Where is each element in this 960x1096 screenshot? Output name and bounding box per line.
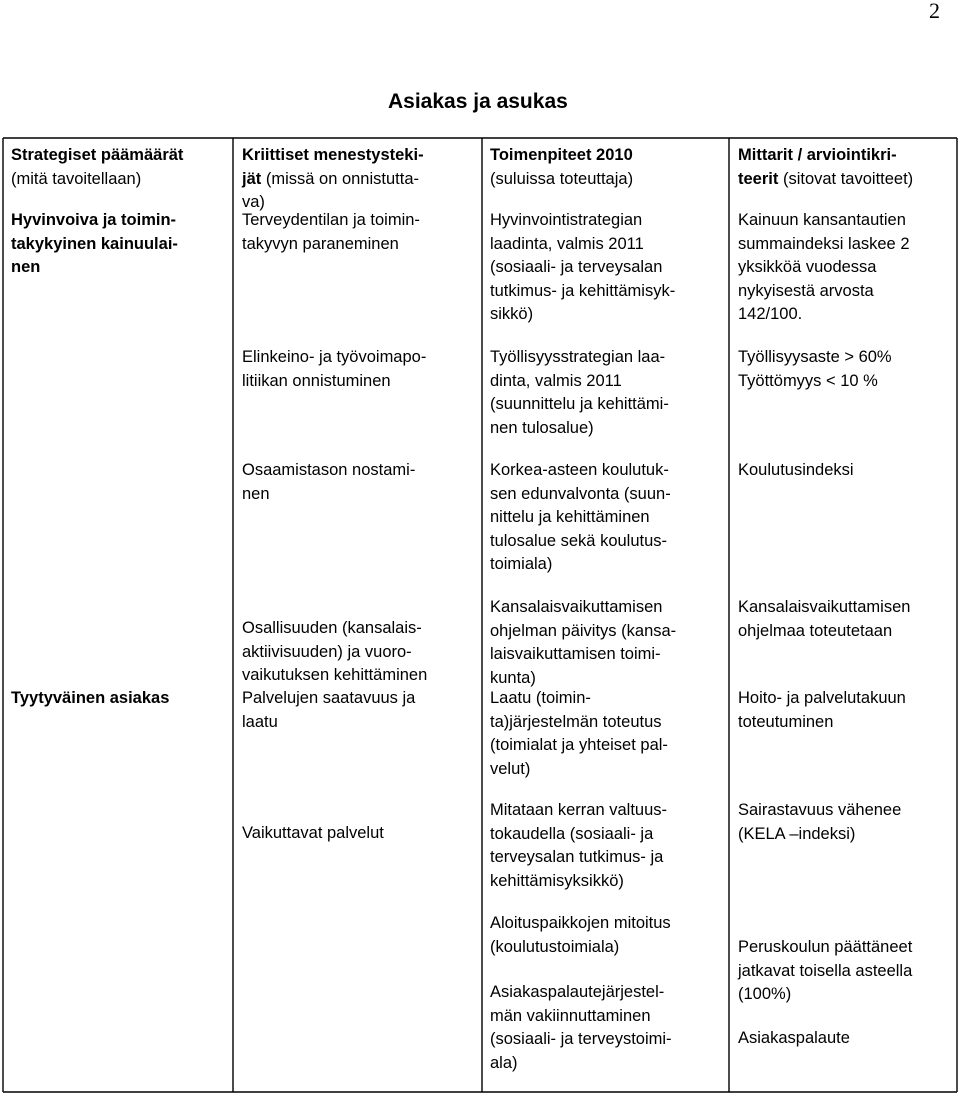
header-metrics bbox=[738, 144, 913, 191]
action-line: kunta) bbox=[490, 668, 536, 687]
action-hyvinvointistrategia bbox=[490, 209, 675, 327]
metric-line: Työttömyys < 10 % bbox=[738, 371, 878, 390]
factor-line: laatu bbox=[242, 712, 278, 731]
header-factors-title-l1: Kriittiset menestysteki- bbox=[242, 146, 424, 164]
factor-vaikuttavat-palvelut bbox=[242, 822, 384, 846]
factor-line: Elinkeino- ja työvoimapo- bbox=[242, 348, 427, 366]
action-line: nen tulosalue) bbox=[490, 418, 594, 437]
factor-line: Vaikuttavat palvelut bbox=[242, 824, 384, 842]
goal-line: nen bbox=[11, 258, 41, 276]
goal-line: takykyinen kainuulai- bbox=[11, 234, 178, 253]
header-factors bbox=[242, 144, 424, 215]
goal-tyytyvainen-asiakas: Tyytyväinen asiakas bbox=[11, 689, 170, 707]
metric-asiakaspalaute bbox=[738, 1027, 850, 1051]
factor-elinkeino bbox=[242, 346, 426, 393]
action-line: tutkimus- ja kehittämisyk- bbox=[490, 281, 676, 300]
action-line: laadinta, valmis 2011 bbox=[490, 234, 644, 253]
action-line: ohjelman päivitys (kansa- bbox=[490, 621, 677, 640]
metric-line: jatkavat toisella asteella bbox=[738, 961, 913, 980]
metric-tyollisyysaste bbox=[738, 346, 892, 393]
header-goals bbox=[11, 144, 183, 191]
goal-hyvinvoiva bbox=[11, 209, 178, 280]
action-line: toimiala) bbox=[490, 555, 553, 573]
header-goals-title: Strategiset päämäärät bbox=[11, 146, 184, 164]
header-actions-note: (suluissa toteuttaja) bbox=[490, 169, 634, 188]
header-metrics-title-l2: teerit bbox=[738, 169, 779, 188]
metric-kansantautien bbox=[738, 209, 910, 327]
action-line: Hyvinvointistrategian bbox=[490, 211, 643, 229]
metric-line: (100%) bbox=[738, 985, 792, 1003]
factor-osaamistaso bbox=[242, 459, 415, 506]
factor-line: Terveydentilan ja toimin- bbox=[242, 211, 420, 229]
metric-koulutusindeksi bbox=[738, 459, 854, 483]
action-line: Laatu (toimin- bbox=[490, 689, 591, 707]
metric-sairastavuus bbox=[738, 799, 901, 846]
header-metrics-title-l1: Mittarit / arviointikri- bbox=[738, 146, 897, 164]
header-factors-title-l2: jät bbox=[242, 169, 262, 188]
metric-line: yksikköä vuodessa bbox=[738, 258, 877, 276]
action-aloituspaikat bbox=[490, 912, 671, 959]
action-line: (koulutustoimiala) bbox=[490, 937, 620, 956]
action-line: laisvaikuttamisen toimi- bbox=[490, 645, 661, 663]
header-factors-note-l3: va) bbox=[242, 193, 265, 211]
header-actions-title: Toimenpiteet 2010 bbox=[490, 146, 633, 164]
action-line: (sosiaali- ja terveysalan bbox=[490, 258, 663, 276]
factor-line: takyvyn paraneminen bbox=[242, 234, 399, 253]
metric-line: Kansalaisvaikuttamisen bbox=[738, 598, 911, 616]
header-factors-note-l2: (missä on onnistutta- bbox=[261, 169, 419, 188]
factor-terveydentila bbox=[242, 209, 420, 256]
action-line: Aloituspaikkojen mitoitus bbox=[490, 914, 671, 932]
factor-line: Osaamistason nostami- bbox=[242, 461, 416, 479]
header-goals-note: (mitä tavoitellaan) bbox=[11, 169, 142, 188]
factor-palvelujen-saatavuus bbox=[242, 687, 415, 734]
action-laatujarjestelma bbox=[490, 687, 668, 781]
metric-line: Hoito- ja palvelutakuun bbox=[738, 689, 906, 707]
action-korkea-aste bbox=[490, 459, 671, 577]
page-title: Asiakas ja asukas bbox=[388, 90, 568, 113]
metric-line: Asiakaspalaute bbox=[738, 1029, 850, 1047]
metric-line: Työllisyysaste > 60% bbox=[738, 348, 892, 366]
metric-line: summaindeksi laskee 2 bbox=[738, 234, 910, 253]
metric-line: toteutuminen bbox=[738, 712, 834, 731]
metric-line: 142/100. bbox=[738, 305, 803, 323]
action-line: velut) bbox=[490, 759, 531, 778]
action-line: nittelu ja kehittäminen bbox=[490, 508, 650, 526]
header-factors-l2 bbox=[242, 168, 424, 192]
action-kansalaisvaikuttaminen bbox=[490, 596, 676, 690]
factor-osallisuus bbox=[242, 617, 427, 688]
page-number: 2 bbox=[929, 0, 940, 23]
metric-line: Kainuun kansantautien bbox=[738, 211, 906, 229]
action-line: terveysalan tutkimus- ja bbox=[490, 848, 664, 866]
metric-line: ohjelmaa toteutetaan bbox=[738, 621, 893, 640]
action-line: ta)järjestelmän toteutus bbox=[490, 712, 662, 731]
action-mitataan bbox=[490, 799, 667, 893]
metric-kansalaisvaikuttaminen bbox=[738, 596, 910, 643]
factor-line: aktiivisuuden) ja vuoro- bbox=[242, 642, 412, 661]
action-line: sen edunvalvonta (suun- bbox=[490, 484, 671, 503]
metric-line: Koulutusindeksi bbox=[738, 461, 854, 479]
action-line: dinta, valmis 2011 bbox=[490, 371, 622, 390]
action-line: (toimialat ja yhteiset pal- bbox=[490, 736, 668, 754]
action-line: tulosalue sekä koulutus- bbox=[490, 531, 668, 550]
action-line: Kansalaisvaikuttamisen bbox=[490, 598, 663, 616]
factor-line: litiikan onnistuminen bbox=[242, 371, 391, 390]
action-line: män vakiinnuttaminen bbox=[490, 1006, 651, 1025]
action-line: sikkö) bbox=[490, 305, 534, 323]
action-line: kehittämisyksikkö) bbox=[490, 871, 624, 890]
metric-peruskoulu bbox=[738, 936, 912, 1007]
action-asiakaspalautejarjestelma bbox=[490, 981, 672, 1075]
metric-line: nykyisestä arvosta bbox=[738, 281, 874, 300]
action-line: Asiakaspalautejärjestel- bbox=[490, 983, 665, 1001]
action-line: Mitataan kerran valtuus- bbox=[490, 801, 667, 819]
factor-line: nen bbox=[242, 484, 270, 503]
action-line: (sosiaali- ja terveystoimi- bbox=[490, 1030, 672, 1048]
factor-line: Palvelujen saatavuus ja bbox=[242, 689, 416, 707]
action-tyollisyysstrategia bbox=[490, 346, 669, 440]
action-line: Työllisyysstrategian laa- bbox=[490, 348, 666, 366]
action-line: ala) bbox=[490, 1053, 518, 1072]
metric-line: Peruskoulun päättäneet bbox=[738, 938, 913, 956]
action-line: Korkea-asteen koulutuk- bbox=[490, 461, 669, 479]
header-actions bbox=[490, 144, 633, 191]
action-line: tokaudella (sosiaali- ja bbox=[490, 824, 654, 843]
header-metrics-note-l2: (sitovat tavoitteet) bbox=[778, 169, 914, 188]
action-line: (suunnittelu ja kehittämi- bbox=[490, 395, 669, 413]
factor-line: vaikutuksen kehittäminen bbox=[242, 666, 428, 684]
metric-hoitotakuu bbox=[738, 687, 906, 734]
goal-line: Hyvinvoiva ja toimin- bbox=[11, 211, 177, 229]
metric-line: (KELA –indeksi) bbox=[738, 824, 856, 843]
metric-line: Sairastavuus vähenee bbox=[738, 801, 902, 819]
header-metrics-l2 bbox=[738, 168, 913, 192]
factor-line: Osallisuuden (kansalais- bbox=[242, 619, 422, 637]
